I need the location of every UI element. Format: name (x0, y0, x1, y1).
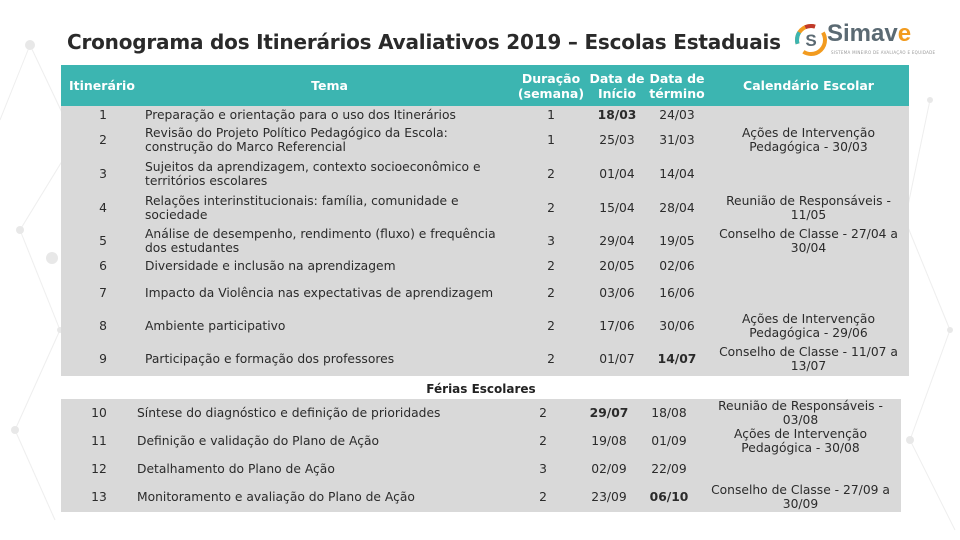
cell-tema: Detalhamento do Plano de Ação (137, 455, 506, 482)
cell-calendario (700, 455, 901, 482)
table-row (61, 123, 909, 157)
cell-itinerario: 3 (61, 157, 145, 191)
cell-calendario (708, 157, 909, 191)
table-row (61, 482, 901, 512)
cell-duracao: 2 (514, 275, 588, 310)
cell-duracao: 2 (514, 257, 588, 275)
cell-termino: 24/03 (646, 106, 708, 123)
cell-duracao: 2 (514, 191, 588, 224)
cell-itinerario: 2 (61, 123, 145, 157)
cell-tema: Ambiente participativo (145, 310, 514, 342)
cell-calendario: Conselho de Classe - 11/07 a 13/07 (708, 342, 909, 376)
cell-inicio: 18/03 (588, 106, 646, 123)
cell-tema: Preparação e orientação para o uso dos Itinerários (145, 106, 514, 123)
cell-itinerario: 9 (61, 342, 145, 376)
cell-itinerario: 12 (61, 455, 137, 482)
cell-itinerario: 13 (61, 482, 137, 512)
cell-tema: Relações interinstitucionais: família, comunidade e sociedade (145, 191, 514, 224)
cell-calendario: Conselho de Classe - 27/09 a 30/09 (700, 482, 901, 512)
cell-tema: Revisão do Projeto Político Pedagógico da Escola: construção do Marco Referencial (145, 123, 514, 157)
header-termino (646, 65, 708, 106)
cell-tema: Análise de desempenho, rendimento (fluxo) e frequência dos estudantes (145, 224, 514, 257)
table-row (61, 224, 909, 257)
cell-termino: 02/06 (646, 257, 708, 275)
cell-termino: 14/07 (646, 342, 708, 376)
cell-calendario: Reunião de Responsáveis - 11/05 (708, 191, 909, 224)
cell-duracao: 2 (514, 157, 588, 191)
cell-inicio: 03/06 (588, 275, 646, 310)
table-header-row (61, 65, 909, 106)
table-row (61, 399, 901, 427)
cell-duracao: 2 (506, 482, 580, 512)
cell-duracao: 1 (514, 106, 588, 123)
page-title: Cronograma dos Itinerários Avaliativos 2019 – Escolas Estaduais (67, 30, 781, 54)
cell-duracao: 2 (506, 427, 580, 455)
table-row (61, 157, 909, 191)
cell-termino: 22/09 (638, 455, 700, 482)
cell-termino: 16/06 (646, 275, 708, 310)
cell-itinerario: 7 (61, 275, 145, 310)
header-termino-l2: término (649, 85, 705, 101)
cell-tema: Impacto da Violência nas expectativas de aprendizagem (145, 275, 514, 310)
header-calendario: Calendário Escolar (708, 65, 909, 106)
logo-name (827, 20, 911, 48)
cell-duracao: 2 (514, 310, 588, 342)
table-row (61, 427, 901, 455)
cell-tema: Diversidade e inclusão na aprendizagem (145, 257, 514, 275)
table-row (61, 342, 909, 376)
cell-termino: 30/06 (646, 310, 708, 342)
logo-tagline: SISTEMA MINEIRO DE AVALIAÇÃO E EQUIDADE (831, 50, 936, 55)
header-inicio-l2: Início (597, 85, 637, 101)
cell-inicio: 20/05 (588, 257, 646, 275)
cell-calendario: Ações de Intervenção Pedagógica - 29/06 (708, 310, 909, 342)
cell-termino: 18/08 (638, 399, 700, 427)
cell-tema: Monitoramento e avaliação do Plano de Ação (137, 482, 506, 512)
cell-calendario (708, 106, 909, 123)
cell-inicio: 15/04 (588, 191, 646, 224)
cell-calendario: Ações de Intervenção Pedagógica - 30/03 (708, 123, 909, 157)
cell-termino: 14/04 (646, 157, 708, 191)
simave-logo-icon (795, 22, 827, 58)
header-termino-l1: Data de (649, 70, 705, 86)
cell-calendario: Reunião de Responsáveis - 03/08 (700, 399, 901, 427)
cell-tema: Sujeitos da aprendizagem, contexto socioeconômico e territórios escolares (145, 157, 514, 191)
schedule-table-second-semester (61, 399, 901, 512)
header-duracao-l2: (semana) (517, 85, 585, 101)
table-row (61, 310, 909, 342)
schedule-table-first-semester (61, 65, 909, 376)
simave-logo (795, 20, 936, 60)
cell-itinerario: 6 (61, 257, 145, 275)
cell-itinerario: 1 (61, 106, 145, 123)
cell-inicio: 01/07 (588, 342, 646, 376)
cell-itinerario: 8 (61, 310, 145, 342)
cell-calendario (708, 275, 909, 310)
table-row (61, 257, 909, 275)
logo-name-main: Simav (827, 20, 898, 47)
cell-inicio: 29/07 (580, 399, 638, 427)
cell-calendario: Conselho de Classe - 27/04 a 30/04 (708, 224, 909, 257)
header-duracao (514, 65, 588, 106)
cell-duracao: 3 (506, 455, 580, 482)
cell-tema: Definição e validação do Plano de Ação (137, 427, 506, 455)
cell-itinerario: 5 (61, 224, 145, 257)
cell-inicio: 23/09 (580, 482, 638, 512)
cell-duracao: 3 (514, 224, 588, 257)
cell-itinerario: 4 (61, 191, 145, 224)
cell-inicio: 25/03 (588, 123, 646, 157)
cell-calendario (708, 257, 909, 275)
table-row (61, 455, 901, 482)
ferias-escolares-label: Férias Escolares (426, 382, 536, 396)
header-inicio-l1: Data de (589, 70, 645, 86)
cell-inicio: 29/04 (588, 224, 646, 257)
cell-tema: Participação e formação dos professores (145, 342, 514, 376)
cell-termino: 28/04 (646, 191, 708, 224)
cell-calendario: Ações de Intervenção Pedagógica - 30/08 (700, 427, 901, 455)
cell-duracao: 2 (514, 342, 588, 376)
cell-inicio: 02/09 (580, 455, 638, 482)
header-itinerario: Itinerário (61, 65, 145, 106)
cell-duracao: 1 (514, 123, 588, 157)
cell-inicio: 17/06 (588, 310, 646, 342)
cell-termino: 19/05 (646, 224, 708, 257)
header-tema: Tema (145, 65, 514, 106)
header-inicio (588, 65, 646, 106)
cell-itinerario: 11 (61, 427, 137, 455)
header-duracao-l1: Duração (521, 70, 581, 86)
cell-inicio: 19/08 (580, 427, 638, 455)
cell-duracao: 2 (506, 399, 580, 427)
cell-termino: 01/09 (638, 427, 700, 455)
table-row (61, 106, 909, 123)
cell-inicio: 01/04 (588, 157, 646, 191)
cell-itinerario: 10 (61, 399, 137, 427)
cell-tema: Síntese do diagnóstico e definição de prioridades (137, 399, 506, 427)
logo-name-accent: e (897, 20, 912, 47)
svg-text:S: S (805, 31, 817, 50)
table-row (61, 275, 909, 310)
cell-termino: 31/03 (646, 123, 708, 157)
cell-termino: 06/10 (638, 482, 700, 512)
table-row (61, 191, 909, 224)
